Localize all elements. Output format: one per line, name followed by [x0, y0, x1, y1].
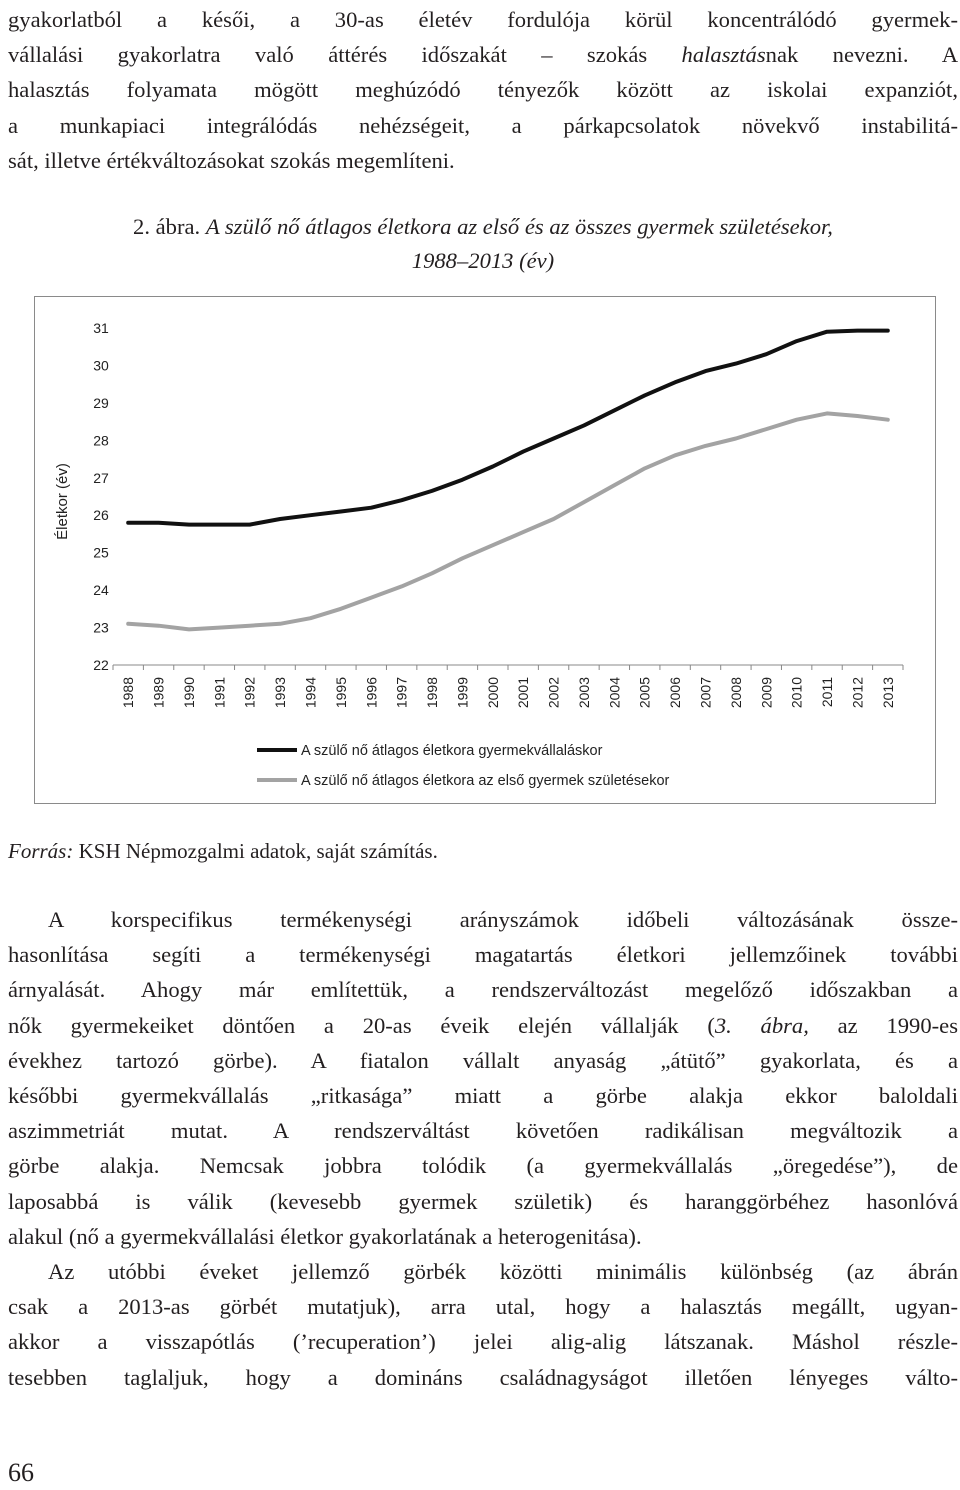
page-number: 66	[8, 1458, 34, 1487]
x-tick-label: 2006	[667, 677, 684, 709]
body-paragraph-2	[8, 1254, 958, 1395]
x-tick-label: 2013	[879, 677, 896, 709]
x-tick-label: 1990	[180, 677, 197, 709]
p1-line-8: görbe alakja. Nemcsak jobbra tolódik (a gyermekvállalás „öregedése”), de	[8, 1153, 958, 1179]
x-tick-label: 1998	[424, 677, 441, 709]
y-tick-label: 25	[93, 544, 109, 561]
intro-line-2-text: vállalási gyakorlatra való áttérés időszakát – szokás	[8, 42, 682, 68]
intro-line-3: halasztás folyamata mögött meghúzódó tényezők között az iskolai expanziót,	[8, 77, 958, 103]
x-tick-label: 2009	[758, 677, 775, 709]
intro-paragraph	[8, 2, 958, 178]
y-tick-label: 29	[93, 394, 109, 411]
y-tick-label: 23	[93, 619, 109, 636]
p1-line-5: évekhez tartozó görbe). A fiatalon vállalt anyaság „átütő” gyakorlata, és a	[8, 1047, 958, 1073]
x-tick-label: 1996	[363, 677, 380, 709]
legend-label-2: A szülő nő átlagos életkora az első gyermek születésekor	[301, 773, 670, 789]
p1-line-9: laposabbá is válik (kevesebb gyermek születik) és haranggörbéhez hasonlóvá	[8, 1188, 958, 1214]
p1-line-1: A korspecifikus termékenységi arányszámok időbeli változásának össze-	[48, 907, 958, 932]
x-tick-label: 1988	[120, 677, 137, 709]
figure-title-years: 1988–2013 (év)	[411, 248, 555, 273]
series-line-2	[128, 413, 888, 629]
p1-line-6: későbbi gyermekvállalás „ritkasága” miatt a görbe alakja ekkor baloldali	[8, 1083, 958, 1109]
x-tick-label: 2001	[515, 677, 532, 709]
x-tick-label: 1992	[241, 677, 258, 709]
intro-line-4: a munkapiaci integrálódás nehézségeit, a párkapcsolatok növekvő instabilitá-	[8, 112, 958, 138]
p2-line-1: Az utóbbi éveket jellemző görbék közötti minimális különbség (az ábrán	[48, 1259, 958, 1284]
intro-line-2-tail: nak nevezni. A	[765, 42, 959, 68]
line-chart	[35, 297, 937, 805]
chart-frame	[34, 296, 936, 804]
y-tick-label: 31	[93, 320, 109, 336]
intro-italic-word: halasztás	[681, 42, 766, 68]
y-tick-label: 30	[93, 357, 109, 374]
x-tick-label: 2003	[575, 677, 592, 709]
x-tick-label: 2002	[545, 677, 562, 709]
p1-line-4-tail: az 1990-es	[808, 1012, 958, 1038]
figure-label: 2. ábra.	[133, 214, 201, 239]
p1-line-10: alakul (nő a gyermekvállalási életkor gyakorlatának a heterogenitása).	[8, 1223, 642, 1249]
p1-line-4-text: nők gyermekeiket döntően a 20-as éveik elején vállalják (	[8, 1012, 715, 1038]
p1-line-7: aszimmetriát mutat. A rendszerváltást követően radikálisan megváltozik a	[8, 1118, 958, 1144]
x-tick-label: 1989	[150, 677, 167, 709]
y-tick-label: 22	[93, 657, 109, 673]
x-tick-label: 1991	[211, 677, 228, 709]
x-tick-label: 2005	[636, 677, 653, 709]
body-paragraph-1	[8, 902, 958, 1254]
y-tick-label: 27	[93, 469, 109, 486]
figure-source	[8, 836, 438, 866]
p1-line-2: hasonlítása segíti a termékenységi magatartás életkori jellemzőinek további	[8, 942, 958, 968]
x-tick-label: 1999	[454, 677, 471, 709]
p2-line-2: csak a 2013-as görbét mutatjuk), arra utal, hogy a halasztás megállt, ugyan-	[8, 1294, 958, 1320]
p2-line-3: akkor a visszapótlás (’recuperation’) jelei alig-alig látszanak. Máshol részle-	[8, 1329, 958, 1355]
y-axis-title: Életkor (év)	[54, 463, 71, 540]
figure-caption-line-1	[8, 210, 958, 244]
x-tick-label: 2012	[849, 677, 866, 709]
intro-line-1: gyakorlatból a késői, a 30-as életév fordulója körül koncentrálódó gyermek-	[8, 7, 958, 32]
x-tick-label: 1994	[302, 677, 319, 709]
x-tick-label: 1997	[393, 677, 410, 709]
x-tick-label: 2010	[788, 677, 805, 709]
x-tick-label: 2004	[606, 677, 623, 709]
p1-figure-ref: 3. ábra,	[714, 1012, 809, 1038]
legend-label-1: A szülő nő átlagos életkora gyermekvállaláskor	[301, 743, 603, 759]
x-tick-label: 2000	[484, 677, 501, 709]
x-tick-label: 2011	[819, 677, 836, 708]
source-text: KSH Népmozgalmi adatok, saját számítás.	[73, 839, 438, 863]
x-tick-label: 2008	[727, 677, 744, 709]
y-tick-label: 28	[93, 432, 109, 449]
p1-line-4	[8, 1008, 958, 1043]
x-tick-label: 2007	[697, 677, 714, 709]
intro-line-2	[8, 37, 958, 72]
figure-title: A szülő nő átlagos életkora az első és az összes gyermek születésekor,	[205, 214, 833, 239]
intro-line-5: sát, illetve értékváltozásokat szokás megemlíteni.	[8, 147, 455, 173]
p2-line-4: tesebben taglaljuk, hogy a domináns családnagyságot illetően lényeges válto-	[8, 1364, 958, 1390]
p1-line-3: árnyalását. Ahogy már említettük, a rendszerváltozást megelőző időszakban a	[8, 977, 958, 1003]
x-tick-label: 1995	[332, 677, 349, 709]
x-tick-label: 1993	[272, 677, 289, 709]
figure-caption	[8, 210, 958, 278]
y-tick-label: 26	[93, 507, 109, 524]
y-tick-label: 24	[93, 582, 109, 599]
source-label: Forrás:	[8, 839, 74, 863]
